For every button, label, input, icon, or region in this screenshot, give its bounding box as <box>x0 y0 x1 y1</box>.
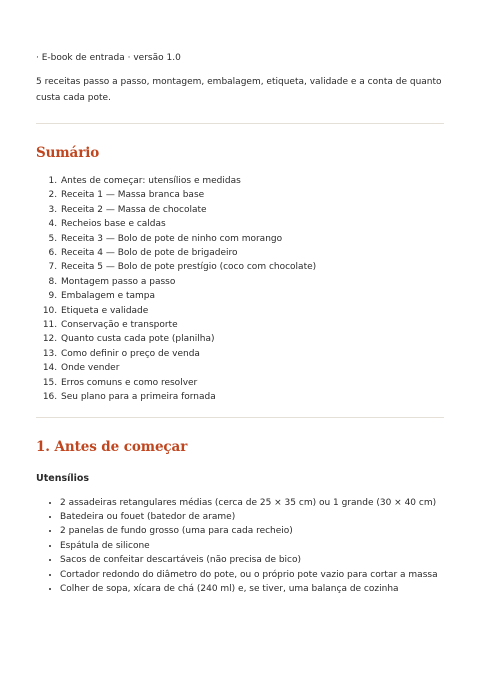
toc-item: 16. Seu plano para a primeira fornada <box>60 390 444 404</box>
toc-item: 7. Receita 5 — Bolo de pote prestígio (coco com chocolate) <box>60 260 444 274</box>
edition-meta: · E-book de entrada · versão 1.0 <box>36 53 181 63</box>
section-1-title: 1. Antes de começar <box>36 438 188 455</box>
toc-item: 11. Conservação e transporte <box>60 318 444 332</box>
section-divider <box>36 417 444 418</box>
toc-item: 4. Recheios base e caldas <box>60 217 444 231</box>
toc-item: 1. Antes de começar: utensílios e medidas <box>60 174 444 188</box>
toc-item: 10. Etiqueta e validade <box>60 304 444 318</box>
list-item: • 2 assadeiras retangulares médias (cerca de 25 × 35 cm) ou 1 grande (30 × 40 cm) <box>60 496 444 510</box>
tools-subtitle: Utensílios <box>36 472 90 484</box>
toc-item: 15. Erros comuns e como resolver <box>60 376 444 390</box>
list-item: • Espátula de silicone <box>60 539 444 553</box>
toc-item: 9. Embalagem e tampa <box>60 289 444 303</box>
toc-item: 14. Onde vender <box>60 361 444 375</box>
list-item: • Colher de sopa, xícara de chá (240 ml) e, se tiver, uma balança de cozinha <box>60 582 444 596</box>
toc-item: 2. Receita 1 — Massa branca base <box>60 188 444 202</box>
toc-item: 13. Como definir o preço de venda <box>60 347 444 361</box>
list-item: • Sacos de confeitar descartáveis (não precisa de bico) <box>60 553 444 567</box>
tools-list <box>36 496 444 597</box>
toc-list <box>36 174 444 405</box>
toc-item: 6. Receita 4 — Bolo de pote de brigadeiro <box>60 246 444 260</box>
list-item: • Cortador redondo do diâmetro do pote, ou o próprio pote vazio para cortar a massa <box>60 568 444 582</box>
section-divider <box>36 123 444 124</box>
toc-item: 3. Receita 2 — Massa de chocolate <box>60 203 444 217</box>
intro-paragraph: 5 receitas passo a passo, montagem, embalagem, etiqueta, validade e a conta de quanto custa cada pote. <box>36 77 442 103</box>
list-item: • 2 panelas de fundo grosso (uma para cada recheio) <box>60 524 444 538</box>
toc-item: 12. Quanto custa cada pote (planilha) <box>60 332 444 346</box>
toc-item: 8. Montagem passo a passo <box>60 275 444 289</box>
toc-item: 5. Receita 3 — Bolo de pote de ninho com morango <box>60 232 444 246</box>
toc-title: Sumário <box>36 145 100 161</box>
list-item: • Batedeira ou fouet (batedor de arame) <box>60 510 444 524</box>
